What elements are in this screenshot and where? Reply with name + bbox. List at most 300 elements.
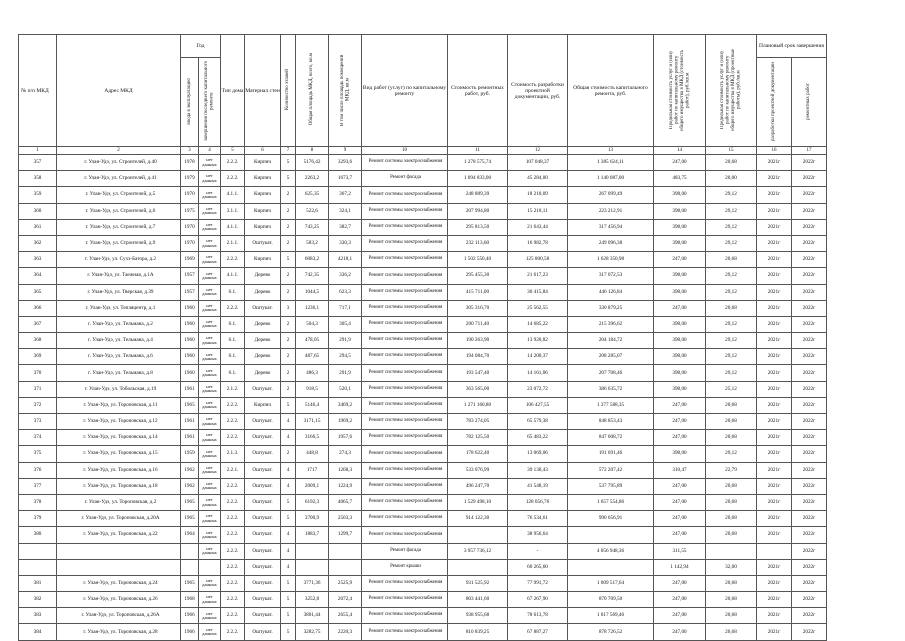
term-design-cell — [757, 543, 792, 559]
floors-cell: 2 — [281, 235, 296, 251]
row-number: 372 — [19, 397, 57, 413]
year-cell: 1979 — [181, 171, 199, 187]
table-row — [19, 252, 827, 268]
table-row — [19, 155, 827, 171]
year-cell: 1975 — [181, 203, 199, 219]
row-number: 357 — [19, 155, 57, 171]
living-area-cell: 717,1 — [329, 300, 362, 316]
design-cost-cell: 13 920,82 — [508, 333, 568, 349]
total-cost-cell: 847 608,72 — [568, 430, 654, 446]
design-cost-cell: 14 200,37 — [508, 349, 568, 365]
living-area-cell: 1673,7 — [329, 171, 362, 187]
year-cell: 1964 — [181, 527, 199, 543]
limit-cost-design-cell: 29,12 — [706, 365, 757, 381]
design-cost-cell: 30 415,84 — [508, 284, 568, 300]
floors-cell: 2 — [281, 219, 296, 235]
limit-cost-work-cell: 247,00 — [654, 397, 706, 413]
last-repair-cell: нет данных — [199, 203, 221, 219]
design-cost-cell: 18 210,09 — [508, 187, 568, 203]
row-number: 362 — [19, 235, 57, 251]
term-design-cell: 2021г — [757, 592, 792, 608]
work-type-cell: Ремонт крыши — [362, 559, 448, 575]
total-area-cell: 742,35 — [296, 268, 329, 284]
living-area-cell: 382,7 — [329, 219, 362, 235]
repair-cost-cell: 782 125,50 — [448, 430, 508, 446]
term-design-cell: 2021г — [757, 252, 792, 268]
material-cell: Дерево — [245, 333, 281, 349]
limit-cost-design-cell: 20,68 — [706, 155, 757, 171]
limit-cost-work-cell: 247,00 — [654, 414, 706, 430]
living-area-cell: 623,3 — [329, 284, 362, 300]
term-work-cell: 2022г — [792, 235, 827, 251]
design-cost-cell: 78 613,78 — [508, 608, 568, 624]
term-design-cell: 2021г — [757, 527, 792, 543]
address-cell: г. Улан-Удэ, ул. Сухэ-Батора, д.2 — [57, 252, 181, 268]
house-type-cell: 2.1.2. — [221, 381, 245, 397]
floors-cell: 2 — [281, 381, 296, 397]
floors-cell: 2 — [281, 316, 296, 332]
total-cost-cell: 1 657 554,86 — [568, 494, 654, 510]
row-number: 364 — [19, 268, 57, 284]
year-cell: 1965 — [181, 511, 199, 527]
house-type-cell: 2.2.2. — [221, 494, 245, 510]
term-work-cell: 2022г — [792, 511, 827, 527]
last-repair-cell: нет данных — [199, 478, 221, 494]
total-area-cell: 3171,15 — [296, 414, 329, 430]
limit-cost-design-cell: 20,68 — [706, 478, 757, 494]
house-type-cell: 2.2.2. — [221, 252, 245, 268]
total-cost-cell: 317 072,53 — [568, 268, 654, 284]
column-number: 13 — [568, 147, 654, 155]
material-cell: Кирпич — [245, 171, 281, 187]
row-number: 370 — [19, 365, 57, 381]
total-area-cell: 918,5 — [296, 381, 329, 397]
floors-cell: 5 — [281, 592, 296, 608]
limit-cost-design-cell: 20,68 — [706, 397, 757, 413]
limit-cost-work-cell: 398,00 — [654, 203, 706, 219]
term-design-cell: 2021г — [757, 494, 792, 510]
year-cell: 1970 — [181, 219, 199, 235]
year-cell: 1970 — [181, 235, 199, 251]
row-number: 375 — [19, 446, 57, 462]
last-repair-cell: нет данных — [199, 397, 221, 413]
limit-cost-design-cell: 20,68 — [706, 624, 757, 640]
table-row — [19, 414, 827, 430]
material-cell: Оштукат. — [245, 446, 281, 462]
work-type-cell: Ремонт системы электроснабжения — [362, 333, 448, 349]
total-cost-cell: 249 096,38 — [568, 235, 654, 251]
address-cell: г. Улан-Удэ, ул. Тороповская, д.24 — [57, 575, 181, 591]
total-area-cell: 3771,36 — [296, 575, 329, 591]
work-type-cell: Ремонт системы электроснабжения — [362, 268, 448, 284]
col-header-year-group: Год — [181, 35, 221, 58]
row-number — [19, 543, 57, 559]
last-repair-cell: нет данных — [199, 608, 221, 624]
total-area-cell: 743,25 — [296, 219, 329, 235]
repair-cost-cell: 533 076,99 — [448, 462, 508, 478]
row-number: 359 — [19, 187, 57, 203]
design-cost-cell: 13 069,06 — [508, 446, 568, 462]
col-header-year-last-repair: завершения последнего капитального ремонта — [199, 58, 221, 147]
last-repair-cell: нет данных — [199, 381, 221, 397]
limit-cost-design-cell: 29,12 — [706, 349, 757, 365]
material-cell: Оштукат. — [245, 381, 281, 397]
term-work-cell: 2022г — [792, 575, 827, 591]
total-cost-cell: 848 853,43 — [568, 414, 654, 430]
column-number: 6 — [245, 147, 281, 155]
last-repair-cell: нет данных — [199, 171, 221, 187]
year-cell: 1965 — [181, 575, 199, 591]
total-cost-cell: 1 017 569,46 — [568, 608, 654, 624]
limit-cost-design-cell: 20,68 — [706, 527, 757, 543]
living-area-cell: 2503,3 — [329, 511, 362, 527]
total-cost-cell: 330 879,25 — [568, 300, 654, 316]
address-cell: г. Улан-Удэ, ул. Тороповская, д.16 — [57, 462, 181, 478]
limit-cost-work-cell: 398,00 — [654, 349, 706, 365]
limit-cost-design-cell: 20,68 — [706, 575, 757, 591]
col-header-num: № п/п МКД — [19, 35, 57, 147]
work-type-cell: Ремонт системы электроснабжения — [362, 414, 448, 430]
row-number: 371 — [19, 381, 57, 397]
house-type-cell: 6.1. — [221, 365, 245, 381]
living-area-cell: 324,1 — [329, 203, 362, 219]
work-type-cell: Ремонт системы электроснабжения — [362, 608, 448, 624]
limit-cost-work-cell: 247,00 — [654, 592, 706, 608]
term-design-cell: 2021г — [757, 365, 792, 381]
repair-cost-cell: 938 955,68 — [448, 608, 508, 624]
floors-cell: 4 — [281, 543, 296, 559]
limit-cost-work-cell: 247,00 — [654, 478, 706, 494]
design-cost-cell: 65 579,38 — [508, 414, 568, 430]
work-type-cell: Ремонт системы электроснабжения — [362, 624, 448, 640]
repair-cost-cell: 232 113,60 — [448, 235, 508, 251]
col-header-wall-material: Материал стен — [245, 35, 281, 147]
floors-cell: 2 — [281, 333, 296, 349]
total-area-cell: 504,3 — [296, 316, 329, 332]
total-area-cell: 3252,8 — [296, 592, 329, 608]
material-cell: Оштукат. — [245, 527, 281, 543]
table-row — [19, 397, 827, 413]
term-work-cell: 2022г — [792, 155, 827, 171]
total-cost-cell: 572 207,42 — [568, 462, 654, 478]
row-number: 361 — [19, 219, 57, 235]
living-area-cell — [329, 559, 362, 575]
address-cell: г. Улан-Удэ, ул. Тороповская, д.28 — [57, 624, 181, 640]
repair-cost-cell: 1 502 550,40 — [448, 252, 508, 268]
column-number: 7 — [281, 147, 296, 155]
total-area-cell: 583,2 — [296, 235, 329, 251]
limit-cost-design-cell: 29,12 — [706, 203, 757, 219]
last-repair-cell: нет данных — [199, 543, 221, 559]
total-cost-cell: 191 691,46 — [568, 446, 654, 462]
design-cost-cell: 107 048,37 — [508, 155, 568, 171]
table-body — [19, 155, 827, 641]
term-work-cell: 2022г — [792, 349, 827, 365]
total-area-cell: 487,65 — [296, 349, 329, 365]
last-repair-cell: нет данных — [199, 349, 221, 365]
design-cost-cell: 25 562,55 — [508, 300, 568, 316]
repair-cost-cell: 207 994,80 — [448, 203, 508, 219]
table-row — [19, 187, 827, 203]
row-number: 363 — [19, 252, 57, 268]
term-design-cell: 2021г — [757, 446, 792, 462]
row-number: 365 — [19, 284, 57, 300]
year-cell: 1966 — [181, 608, 199, 624]
address-cell: г. Улан-Удэ, ул. Тельмана, д.2 — [57, 316, 181, 332]
house-type-cell: 2.2.2. — [221, 559, 245, 575]
table-row — [19, 333, 827, 349]
living-area-cell: 1969,2 — [329, 414, 362, 430]
repair-cost-cell: 783 274,05 — [448, 414, 508, 430]
material-cell: Кирпич — [245, 155, 281, 171]
limit-cost-design-cell: 20,68 — [706, 592, 757, 608]
repair-program-table — [18, 34, 827, 641]
table-row — [19, 203, 827, 219]
total-area-cell: 3282,75 — [296, 624, 329, 640]
living-area-cell: 1224,9 — [329, 478, 362, 494]
row-number: 380 — [19, 527, 57, 543]
year-cell: 1961 — [181, 414, 199, 430]
limit-cost-design-cell: 29,12 — [706, 446, 757, 462]
design-cost-cell: 67 267,90 — [508, 592, 568, 608]
total-area-cell: 5176,42 — [296, 155, 329, 171]
work-type-cell: Ремонт системы электроснабжения — [362, 365, 448, 381]
repair-cost-cell: 305 316,70 — [448, 300, 508, 316]
year-cell: 1957 — [181, 268, 199, 284]
house-type-cell: 6.1. — [221, 349, 245, 365]
total-area-cell: 2263,2 — [296, 171, 329, 187]
col-header-year-commission: ввода в эксплуатацию — [181, 58, 199, 147]
col-header-total-area: Общая площадь МКД, всего, кв.м — [296, 35, 329, 147]
year-cell: 1961 — [181, 430, 199, 446]
limit-cost-work-cell: 398,00 — [654, 446, 706, 462]
address-cell: г. Улан-Удэ, ул. Тороповская, д.11 — [57, 397, 181, 413]
term-work-cell: 2022г — [792, 252, 827, 268]
address-cell: г. Улан-Удэ, ул. Тельмана, д.8 — [57, 365, 181, 381]
last-repair-cell: нет данных — [199, 592, 221, 608]
row-number: 381 — [19, 575, 57, 591]
limit-cost-work-cell: 247,00 — [654, 494, 706, 510]
total-cost-cell — [568, 527, 654, 543]
term-design-cell: 2021г — [757, 414, 792, 430]
address-cell: г. Улан-Удэ, ул. Тельмана, д.4 — [57, 333, 181, 349]
house-type-cell: 2.2.2. — [221, 397, 245, 413]
row-number: 367 — [19, 316, 57, 332]
column-number: 3 — [181, 147, 199, 155]
term-design-cell: 2021г — [757, 235, 792, 251]
col-header-term-group: Плановый срок завершения — [757, 35, 827, 58]
total-cost-cell: 204 184,72 — [568, 333, 654, 349]
address-cell: г. Улан-Удэ, ул. Тверская, д.39 — [57, 284, 181, 300]
repair-cost-cell: 1 278 575,74 — [448, 155, 508, 171]
design-cost-cell: - — [508, 543, 568, 559]
term-work-cell: 2022г — [792, 478, 827, 494]
term-work-cell: 2022г — [792, 365, 827, 381]
limit-cost-design-cell: 20,68 — [706, 608, 757, 624]
table-row — [19, 284, 827, 300]
term-design-cell: 2021г — [757, 155, 792, 171]
term-design-cell: 2021г — [757, 381, 792, 397]
row-number: 383 — [19, 608, 57, 624]
floors-cell: 5 — [281, 171, 296, 187]
limit-cost-design-cell: 32,00 — [706, 559, 757, 575]
floors-cell: 5 — [281, 155, 296, 171]
last-repair-cell: нет данных — [199, 575, 221, 591]
living-area-cell: 291,9 — [329, 333, 362, 349]
year-cell: 1969 — [181, 252, 199, 268]
house-type-cell: 2.2.2. — [221, 414, 245, 430]
house-type-cell: 2.1.3. — [221, 446, 245, 462]
work-type-cell: Ремонт системы электроснабжения — [362, 478, 448, 494]
limit-cost-design-cell: 25,12 — [706, 381, 757, 397]
table-row — [19, 365, 827, 381]
term-design-cell: 2021г — [757, 575, 792, 591]
floors-cell: 2 — [281, 365, 296, 381]
term-design-cell: 2021г — [757, 316, 792, 332]
year-cell: 1960 — [181, 349, 199, 365]
repair-cost-cell: 363 565,00 — [448, 381, 508, 397]
term-design-cell: 2021г — [757, 462, 792, 478]
year-cell: 1960 — [181, 300, 199, 316]
limit-cost-work-cell: 1 142,94 — [654, 559, 706, 575]
term-design-cell: 2021г — [757, 559, 792, 575]
last-repair-cell: нет данных — [199, 219, 221, 235]
repair-cost-cell: 190 263,90 — [448, 333, 508, 349]
floors-cell: 2 — [281, 284, 296, 300]
house-type-cell: 2.2.2. — [221, 430, 245, 446]
table-row — [19, 527, 827, 543]
design-cost-cell: 67 887,27 — [508, 624, 568, 640]
table-row — [19, 235, 827, 251]
limit-cost-design-cell: 20,68 — [706, 430, 757, 446]
table-row — [19, 543, 827, 559]
work-type-cell: Ремонт системы электроснабжения — [362, 235, 448, 251]
row-number: 377 — [19, 478, 57, 494]
col-header-house-type: Тип дома — [221, 35, 245, 147]
design-cost-cell: 21 643,44 — [508, 219, 568, 235]
work-type-cell: Ремонт системы электроснабжения — [362, 575, 448, 591]
house-type-cell: 6.1. — [221, 333, 245, 349]
term-design-cell: 2021г — [757, 511, 792, 527]
column-number: 9 — [329, 147, 362, 155]
total-cost-cell — [568, 559, 654, 575]
term-work-cell: 2022г — [792, 397, 827, 413]
col-header-limit-cost-work: Предельная стоимость услуг и (или) работ по капитальному ремонту общего имущества в МКД (стоимость работ), руб./кв.м — [654, 35, 706, 147]
material-cell: Оштукат. — [245, 494, 281, 510]
living-area-cell: 330,3 — [329, 235, 362, 251]
year-cell — [181, 543, 199, 559]
last-repair-cell: нет данных — [199, 333, 221, 349]
year-cell: 1965 — [181, 397, 199, 413]
total-cost-cell: 1 009 517,64 — [568, 575, 654, 591]
table-row — [19, 559, 827, 575]
term-work-cell: 2022г — [792, 494, 827, 510]
last-repair-cell: нет данных — [199, 446, 221, 462]
material-cell: Оштукат. — [245, 300, 281, 316]
material-cell: Оштукат. — [245, 462, 281, 478]
design-cost-cell: 39 130,43 — [508, 462, 568, 478]
address-cell: г. Улан-Удэ, ул. Строителей, д.41 — [57, 171, 181, 187]
row-number: 366 — [19, 300, 57, 316]
address-cell: г. Улан-Удэ, ул. Тобольская, д.19 — [57, 381, 181, 397]
year-cell: 1966 — [181, 624, 199, 640]
total-area-cell — [296, 559, 329, 575]
limit-cost-design-cell: 29,12 — [706, 187, 757, 203]
floors-cell: 5 — [281, 397, 296, 413]
design-cost-cell: 14 685,22 — [508, 316, 568, 332]
total-cost-cell: 223 212,91 — [568, 203, 654, 219]
column-number: 2 — [57, 147, 181, 155]
floors-cell: 5 — [281, 511, 296, 527]
table-row — [19, 300, 827, 316]
work-type-cell: Ремонт системы электроснабжения — [362, 494, 448, 510]
floors-cell: 2 — [281, 349, 296, 365]
term-work-cell: 2022г — [792, 187, 827, 203]
design-cost-cell: 77 991,72 — [508, 575, 568, 591]
total-area-cell: 3700,9 — [296, 511, 329, 527]
house-type-cell: 2.2.2. — [221, 511, 245, 527]
material-cell: Кирпич — [245, 252, 281, 268]
design-cost-cell: 14 161,06 — [508, 365, 568, 381]
floors-cell: 4 — [281, 462, 296, 478]
row-number: 384 — [19, 624, 57, 640]
limit-cost-work-cell: 483,75 — [654, 171, 706, 187]
repair-cost-cell: 1 094 833,00 — [448, 171, 508, 187]
table-row — [19, 575, 827, 591]
term-design-cell: 2021г — [757, 300, 792, 316]
limit-cost-design-cell: 20,68 — [706, 511, 757, 527]
address-cell: г. Улан-Удэ, ул. Тороповская, д.26 — [57, 592, 181, 608]
column-number: 14 — [654, 147, 706, 155]
total-area-cell: 448,8 — [296, 446, 329, 462]
term-work-cell: 2022г — [792, 171, 827, 187]
limit-cost-work-cell: 398,00 — [654, 268, 706, 284]
work-type-cell: Ремонт системы электроснабжения — [362, 284, 448, 300]
living-area-cell: 3293,6 — [329, 155, 362, 171]
year-cell: 1957 — [181, 284, 199, 300]
repair-cost-cell: 1 271 160,80 — [448, 397, 508, 413]
col-header-term-design: разработки проектной документации — [757, 58, 792, 147]
total-area-cell: 625,35 — [296, 187, 329, 203]
term-design-cell: 2021г — [757, 608, 792, 624]
row-number: 382 — [19, 592, 57, 608]
table-row — [19, 478, 827, 494]
term-work-cell: 2022г — [792, 527, 827, 543]
col-header-living-area: В том числе площадь помещений МКД, кв.м — [329, 35, 362, 147]
design-cost-cell: 125 800,58 — [508, 252, 568, 268]
limit-cost-design-cell: 29,12 — [706, 316, 757, 332]
floors-cell: 4 — [281, 430, 296, 446]
repair-cost-cell: 914 122,30 — [448, 511, 508, 527]
floors-cell: 2 — [281, 203, 296, 219]
living-area-cell: 294,5 — [329, 349, 362, 365]
limit-cost-work-cell: 247,00 — [654, 575, 706, 591]
limit-cost-work-cell: 247,00 — [654, 430, 706, 446]
total-cost-cell: 878 726,52 — [568, 624, 654, 640]
column-number: 1 — [19, 147, 57, 155]
col-header-design-cost: Стоимость разработки проектной документации, руб. — [508, 35, 568, 147]
address-cell: г. Улан-Удэ, ул. Тороповская, д.20А — [57, 511, 181, 527]
term-work-cell: 2022г — [792, 543, 827, 559]
living-area-cell: 1957,6 — [329, 430, 362, 446]
material-cell: Кирпич — [245, 203, 281, 219]
floors-cell: 2 — [281, 268, 296, 284]
total-cost-cell: 207 708,46 — [568, 365, 654, 381]
floors-cell: 2 — [281, 446, 296, 462]
col-header-total-cost: Общая стоимость капитального ремонта, руб. — [568, 35, 654, 147]
work-type-cell: Ремонт системы электроснабжения — [362, 252, 448, 268]
design-cost-cell: 106 427,55 — [508, 397, 568, 413]
